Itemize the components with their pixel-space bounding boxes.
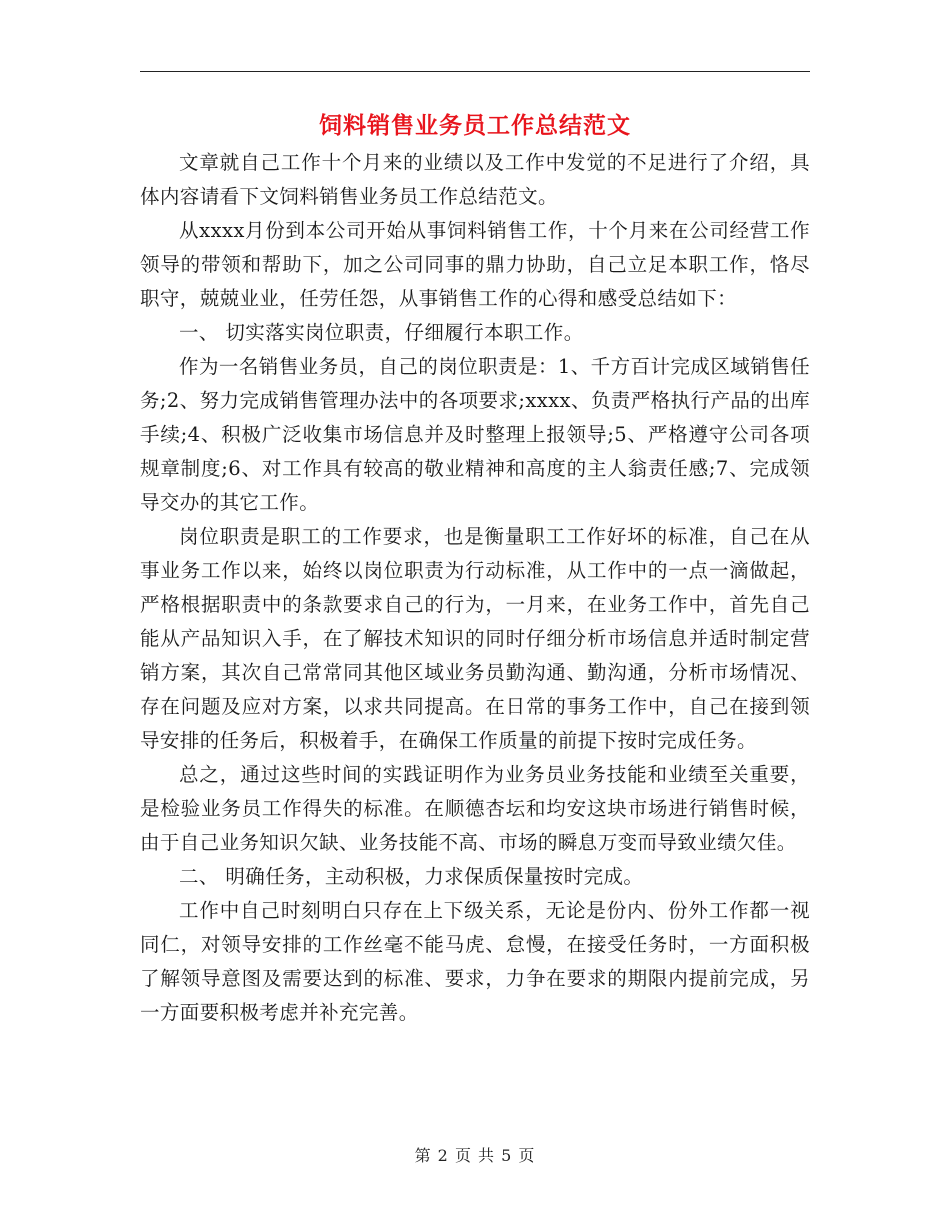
section-heading-2: 二、 明确任务，主动积极，力求保质保量按时完成。 bbox=[179, 865, 644, 888]
header-rule bbox=[140, 71, 810, 72]
paragraph-responsibility: 岗位职责是职工的工作要求，也是衡量职工工作好坏的标准，自己在从事业务工作以来，始终以岗位职责为行动标准，从工作中的一点一滴做起，严格根据职责中的条款要求自己的行为，一月来，在业务工作中，首先自己能从产品知识入手，在了解技术知识的同时仔细分析市场信息并适时制定营销方案，其次自己常常同其他区域业务员勤沟通、勤沟通，分析市场情况、存在问题及应对方案，以求共同提高。在日常的事务工作中，自己在接到领导安排的任务后，积极着手，在确保工作质量的前提下按时完成任务。 bbox=[140, 525, 810, 752]
page-number-footer: 第 2 页 共 5 页 bbox=[414, 1146, 536, 1165]
paragraph-summary: 总之，通过这些时间的实践证明作为业务员业务技能和业绩至关重要，是检验业务员工作得失的标准。在顺德杏坛和均安这块市场进行销售时候，由于自己业务知识欠缺、业务技能不高、市场的瞬息万变而导致业绩欠佳。 bbox=[140, 763, 810, 854]
paragraph-tasks: 工作中自己时刻明白只存在上下级关系，无论是份内、份外工作都一视同仁，对领导安排的工作丝毫不能马虎、怠慢，在接受任务时，一方面积极了解领导意图及需要达到的标准、要求，力争在要求的期限内提前完成，另一方面要积极考虑并补充完善。 bbox=[140, 899, 810, 1024]
paragraph-background: 从xxxx月份到本公司开始从事饲料销售工作，十个月来在公司经营工作领导的带领和帮助下，加之公司同事的鼎力协助，自己立足本职工作，恪尽职守，兢兢业业，任劳任怨，从事销售工作的心得和感受总结如下： bbox=[140, 219, 810, 310]
paragraph-duties: 作为一名销售业务员，自己的岗位职责是：1、千方百计完成区域销售任务;2、努力完成销售管理办法中的各项要求;xxxx、负责严格执行产品的出库手续;4、积极广泛收集市场信息并及时整理上报领导;5、严格遵守公司各项规章制度;6、对工作具有较高的敬业精神和高度的主人翁责任感;7、完成领导交办的其它工作。 bbox=[140, 355, 810, 514]
paragraph-intro: 文章就自己工作十个月来的业绩以及工作中发觉的不足进行了介绍，具体内容请看下文饲料销售业务员工作总结范文。 bbox=[140, 151, 810, 208]
section-heading-1: 一、 切实落实岗位职责，仔细履行本职工作。 bbox=[179, 321, 584, 344]
document-body bbox=[140, 146, 810, 1030]
document-title: 饲料销售业务员工作总结范文 bbox=[319, 112, 631, 139]
